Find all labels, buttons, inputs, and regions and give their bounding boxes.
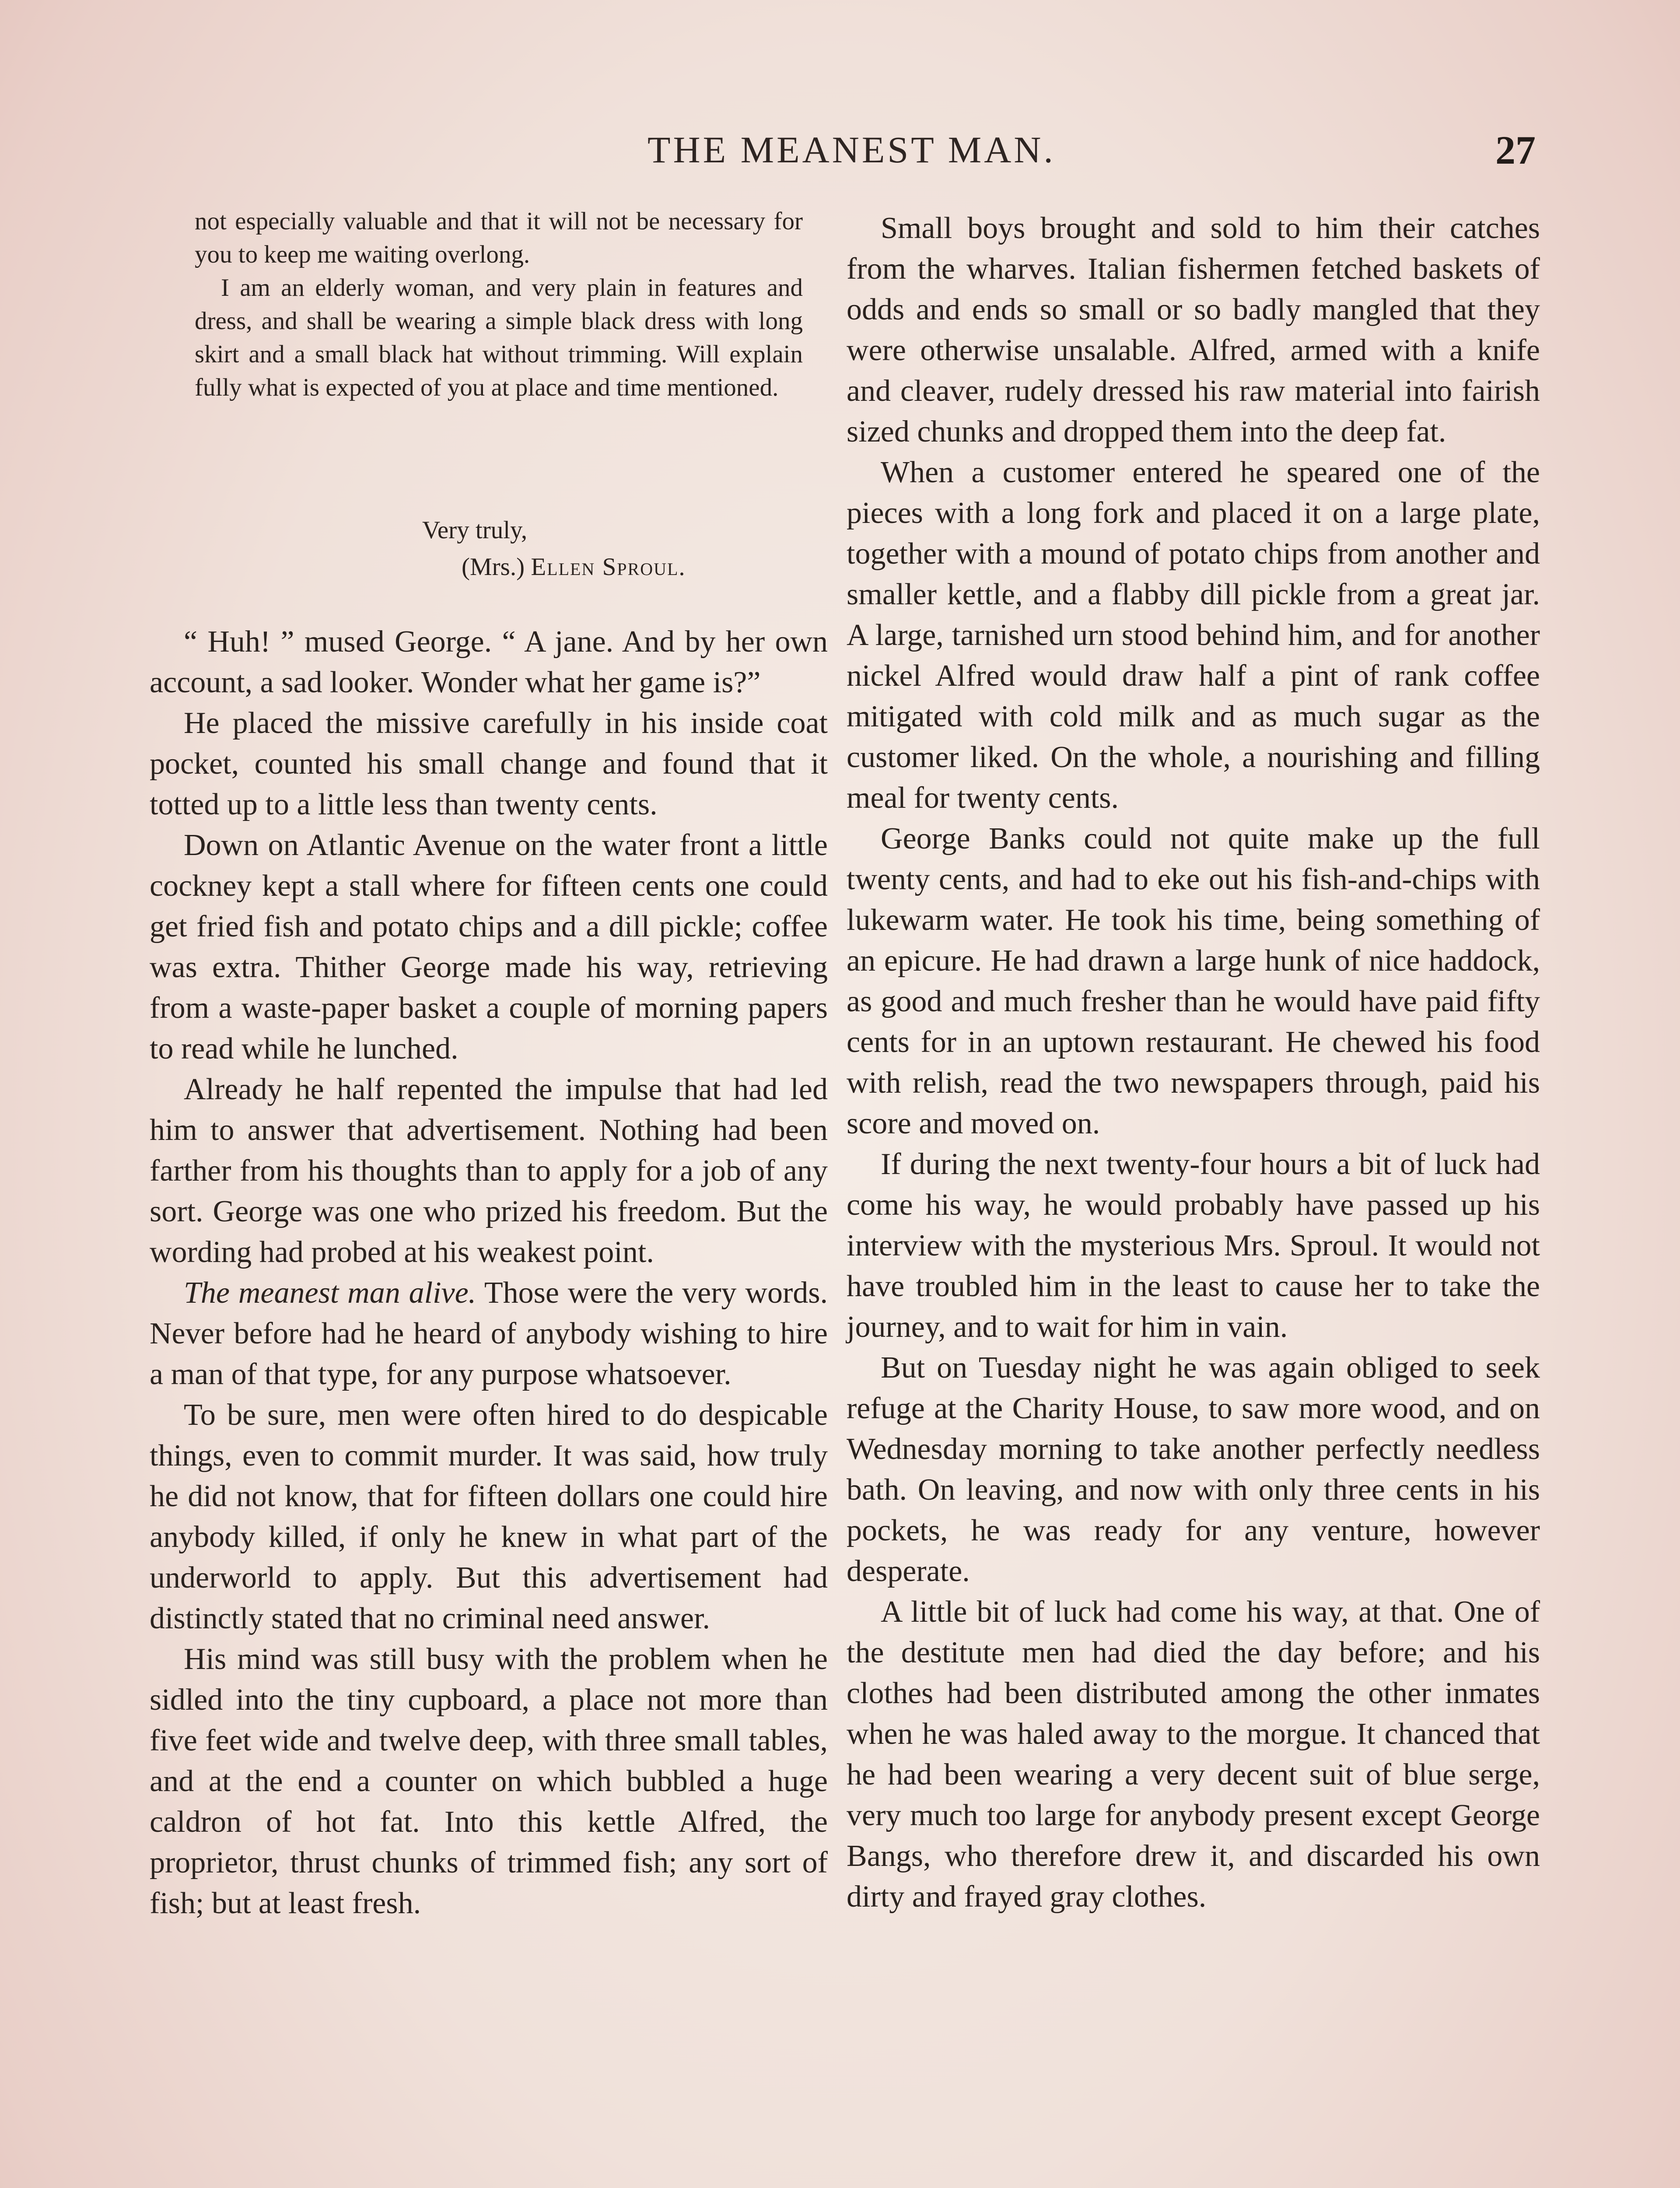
paragraph-text: Those were the very words. Never before had he heard of anybody wishing to hire a man of that type, for any purpose whatsoever. <box>150 1276 828 1391</box>
paragraph: Small boys brought and sold to him their catches from the wharves. Italian fishermen fetched baskets of odds and ends so small or so badly mangled that they were otherwise unsalable. Alfred, armed with a knife and cleaver, rudely dressed his raw material into fairish sized chunks and dropped them into the deep fat. <box>847 211 1540 449</box>
signature-prefix: (Mrs.) <box>462 553 525 581</box>
letter-sign-off <box>195 512 803 586</box>
letter-paragraph: not especially valuable and that it will not be necessary for you to keep me waiting overlong. <box>195 207 803 268</box>
signature-name: Ellen Sproul. <box>531 553 686 581</box>
paragraph <box>150 1273 828 1395</box>
paragraph: A little bit of luck had come his way, at that. One of the destitute men had died the day before; and his clothes had been distributed among the other inmates when he was haled away to the morgue. It chanced that he had been wearing a very decent suit of blue serge, very much too large for anybody present except George Bangs, who therefore drew it, and discarded his own dirty and frayed gray clothes. <box>847 1595 1540 1914</box>
paragraph: George Banks could not quite make up the full twenty cents, and had to eke out his fish-and-chips with lukewarm water. He took his time, being something of an epicure. He had drawn a large hunk of nice haddock, as good and much fresher than he would have paid fifty cents for in an uptown restaurant. He chewed his food with relish, read the two newspapers through, paid his score and moved on. <box>847 822 1540 1140</box>
paragraph: His mind was still busy with the problem when he sidled into the tiny cupboard, a place not more than five feet wide and twelve deep, with three small tables, and at the end a counter on which bubbled a huge caldron of hot fat. Into this kettle Alfred, the proprietor, thrust chunks of trimmed fish; any sort of fish; but at least fresh. <box>150 1642 828 1920</box>
paragraph: He placed the missive carefully in his inside coat pocket, counted his small change and found that it totted up to a little less than twenty cents. <box>150 706 828 821</box>
paragraph: To be sure, men were often hired to do despicable things, even to commit murder. It was said, how truly he did not know, that for fifteen dollars one could hire anybody killed, if only he knew in what part of the underworld to apply. But this advertisement had distinctly stated that no criminal need answer. <box>150 1398 828 1635</box>
right-column <box>847 208 1540 1917</box>
letter-closing: Very truly, <box>422 516 528 544</box>
paragraph: But on Tuesday night he was again obliged to seek refuge at the Charity House, to saw more wood, and on Wednesday morning to take another perfectly needless bath. On leaving, and now with only three cents in his pockets, he was ready for any venture, however desperate. <box>847 1351 1540 1588</box>
letter-signature <box>195 549 803 586</box>
left-column <box>150 621 828 1924</box>
paragraph: If during the next twenty-four hours a bit of luck had come his way, he would probably have passed up his interview with the mysterious Mrs. Sproul. It would not have troubled him in the least to cause her to take the journey, and to wait for him in vain. <box>847 1147 1540 1344</box>
paragraph: “ Huh! ” mused George. “ A jane. And by her own account, a sad looker. Wonder what her game is?” <box>150 625 828 699</box>
page-number: 27 <box>1495 128 1536 172</box>
paragraph: When a customer entered he speared one of the pieces with a long fork and placed it on a large plate, together with a mound of potato chips from another and smaller kettle, and a flabby dill pickle from a great jar. A large, tarnished urn stood behind him, and for another nickel Alfred would draw half a pint of rank coffee mitigated with cold milk and as much sugar as the customer liked. On the whole, a nourishing and filling meal for twenty cents. <box>847 456 1540 815</box>
paragraph: Down on Atlantic Avenue on the water front a little cockney kept a stall where for fifteen cents one could get fried fish and potato chips and a dill pickle; coffee was extra. Thither George made his way, retrieving from a waste-paper basket a couple of morning papers to read while he lunched. <box>150 828 828 1066</box>
italic-phrase: The meanest man alive. <box>184 1276 476 1310</box>
letter-paragraph: I am an elderly woman, and very plain in features and dress, and shall be wearing a simple black dress with long skirt and a small black hat without trimming. Will explain fully what is expected of you at place and time mentioned. <box>195 274 803 401</box>
paragraph: Already he half repented the impulse that had led him to answer that advertisement. Nothing had been farther from his thoughts than to apply for a job of any sort. George was one who prized his freedom. But the wording had probed at his weakest point. <box>150 1073 828 1269</box>
running-header: THE MEANEST MAN. <box>648 129 1056 171</box>
quoted-letter <box>195 205 803 404</box>
